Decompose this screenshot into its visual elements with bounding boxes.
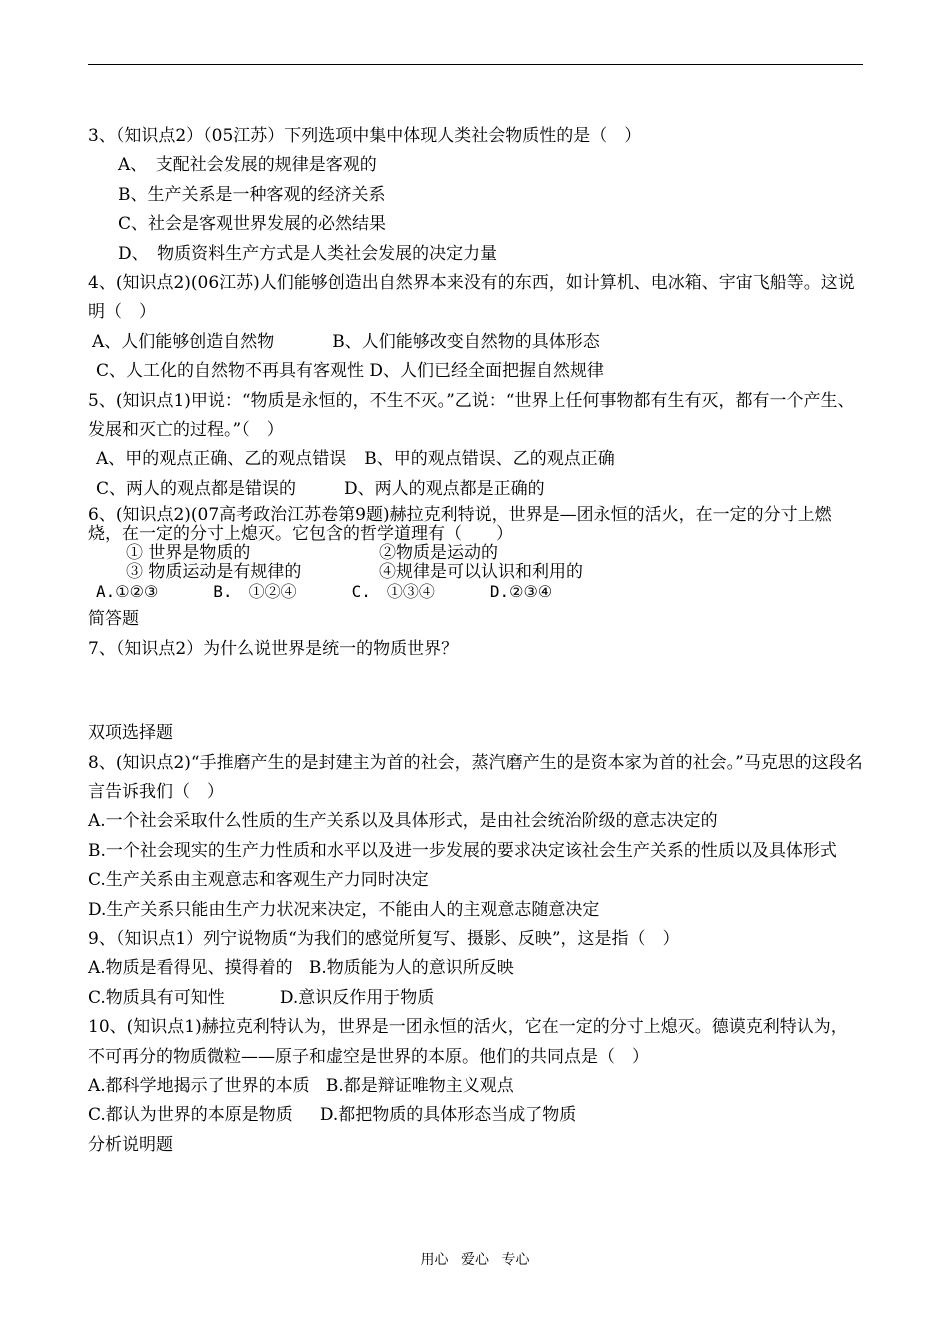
question-9-options-ab bbox=[88, 954, 863, 983]
question-3-option-a: A、 支配社会发展的规律是客观的 bbox=[118, 155, 377, 176]
question-9-option-d: D.意识反作用于物质 bbox=[279, 987, 435, 1008]
header-rule bbox=[88, 64, 863, 65]
question-4-option-a: A、人们能够创造自然物 bbox=[92, 331, 275, 352]
question-5-option-a: A、甲的观点正确、乙的观点错误 bbox=[96, 449, 347, 470]
question-4-options-cd bbox=[88, 357, 863, 386]
question-6-option-d: D.②③④ bbox=[489, 582, 553, 602]
footer-word-3: 专心 bbox=[501, 1252, 530, 1268]
question-10-option-b: B.都是辩证唯物主义观点 bbox=[325, 1075, 514, 1096]
footer-word-2: 爱心 bbox=[461, 1252, 489, 1268]
question-6 bbox=[88, 506, 863, 601]
question-10-options-ab bbox=[88, 1072, 863, 1101]
question-4-option-c: C、人工化的自然物不再具有客观性 bbox=[96, 361, 365, 382]
question-5-options-cd bbox=[88, 475, 863, 504]
question-10-option-a: A.都科学地揭示了世界的本质 bbox=[88, 1075, 310, 1096]
answer-space bbox=[88, 664, 863, 719]
question-5-option-b: B、甲的观点错误、乙的观点正确 bbox=[364, 449, 615, 470]
question-6-option-b: B. ①②④ bbox=[213, 582, 297, 602]
question-8-option-d: D.生产关系只能由生产力状况来决定，不能由人的主观意志随意决定 bbox=[88, 899, 600, 920]
question-10-option-d: D.都把物质的具体形态当成了物质 bbox=[319, 1105, 577, 1126]
question-3 bbox=[88, 122, 863, 269]
question-6-statement-3: ③ 物质运动是有规律的 bbox=[126, 562, 302, 583]
section-heading-analysis: 分析说明题 bbox=[88, 1134, 173, 1155]
question-5-option-c: C、两人的观点都是错误的 bbox=[96, 478, 297, 499]
question-6-statement-2: ②物质是运动的 bbox=[379, 543, 498, 564]
question-6-statement-1: ① 世界是物质的 bbox=[126, 543, 251, 564]
question-4 bbox=[88, 269, 863, 387]
question-3-option-b: B、生产关系是一种客观的经济关系 bbox=[118, 184, 386, 205]
question-8-option-a: A.一个社会采取什么性质的生产关系以及具体形式，是由社会统治阶级的意志决定的 bbox=[88, 811, 718, 832]
footer-word-1: 用心 bbox=[420, 1252, 449, 1268]
question-9 bbox=[88, 925, 863, 1013]
question-6-statements-row-1 bbox=[88, 544, 863, 563]
question-10-option-c: C.都认为世界的本原是物质 bbox=[88, 1105, 293, 1126]
question-4-stem: 4、(知识点2)(06江苏)人们能够创造出自然界本来没有的东西，如计算机、电冰箱、宇宙飞船等。这说明（ ） bbox=[88, 273, 855, 323]
question-4-option-d: D、人们已经全面把握自然规律 bbox=[369, 361, 605, 382]
question-3-option-d: D、 物质资料生产方式是人类社会发展的决定力量 bbox=[118, 243, 498, 264]
question-8-option-b: B.一个社会现实的生产力性质和水平以及进一步发展的要求决定该社会生产关系的性质以及具体形式 bbox=[88, 840, 837, 861]
question-3-option-c: C、社会是客观世界发展的必然结果 bbox=[118, 214, 387, 235]
question-6-statement-4: ④规律是可以认识和利用的 bbox=[379, 562, 583, 583]
question-10 bbox=[88, 1013, 863, 1131]
question-8-option-c: C.生产关系由主观意志和客观生产力同时决定 bbox=[88, 870, 429, 891]
question-9-option-c: C.物质具有可知性 bbox=[88, 987, 225, 1008]
document-body bbox=[88, 122, 863, 1160]
question-9-option-b: B.物质能为人的意识所反映 bbox=[308, 958, 514, 979]
question-10-options-cd bbox=[88, 1101, 863, 1130]
question-9-options-cd bbox=[88, 984, 863, 1013]
question-6-option-c: C. ①③④ bbox=[351, 582, 435, 602]
question-7-stem: 7、（知识点2）为什么说世界是统一的物质世界？ bbox=[88, 638, 459, 659]
question-4-option-b: B、人们能够改变自然物的具体形态 bbox=[332, 331, 600, 352]
question-5-stem: 5、(知识点1)甲说：“物质是永恒的，不生不灭。”乙说：“世界上任何事物都有生有灭，都有一个产生、发展和灭亡的过程。”（ ） bbox=[88, 390, 855, 441]
page-footer bbox=[0, 1249, 950, 1269]
question-8-stem: 8、(知识点2)“手推磨产生的是封建主为首的社会，蒸汽磨产生的是资本家为首的社会。”马克思的这段名言告诉我们（ ） bbox=[88, 752, 863, 802]
question-5-options-ab bbox=[88, 445, 863, 474]
question-5 bbox=[88, 387, 863, 505]
question-6-statements-row-2 bbox=[88, 563, 863, 582]
question-5-option-d: D、两人的观点都是正确的 bbox=[344, 478, 545, 499]
question-4-options-ab bbox=[88, 328, 863, 357]
section-heading-double-choice: 双项选择题 bbox=[88, 723, 173, 744]
question-6-option-a: A.①②③ bbox=[96, 582, 159, 602]
section-heading-short-answer: 简答题 bbox=[88, 609, 139, 630]
question-3-stem: 3、（知识点2）（05江苏）下列选项中集中体现人类社会物质性的是（ ） bbox=[88, 126, 642, 146]
question-9-stem: 9、（知识点1）列宁说物质“为我们的感觉所复写、摄影、反映”，这是指（ ） bbox=[88, 928, 680, 949]
question-6-stem: 6、(知识点2)(07高考政治江苏卷第9题)赫拉克利特说，世界是—团永恒的活火，在一定的分寸上燃烧，在一定的分寸上熄灭。它包含的哲学道理有（ ） bbox=[88, 505, 832, 545]
question-6-options bbox=[88, 582, 863, 601]
question-8 bbox=[88, 749, 863, 925]
question-10-stem: 10、(知识点1)赫拉克利特认为，世界是一团永恒的活火，它在一定的分寸上熄灭。德谟克利特认为，不可再分的物质微粒——原子和虚空是世界的本原。他们的共同点是（ ） bbox=[88, 1017, 848, 1067]
question-9-option-a: A.物质是看得见、摸得着的 bbox=[88, 958, 293, 979]
